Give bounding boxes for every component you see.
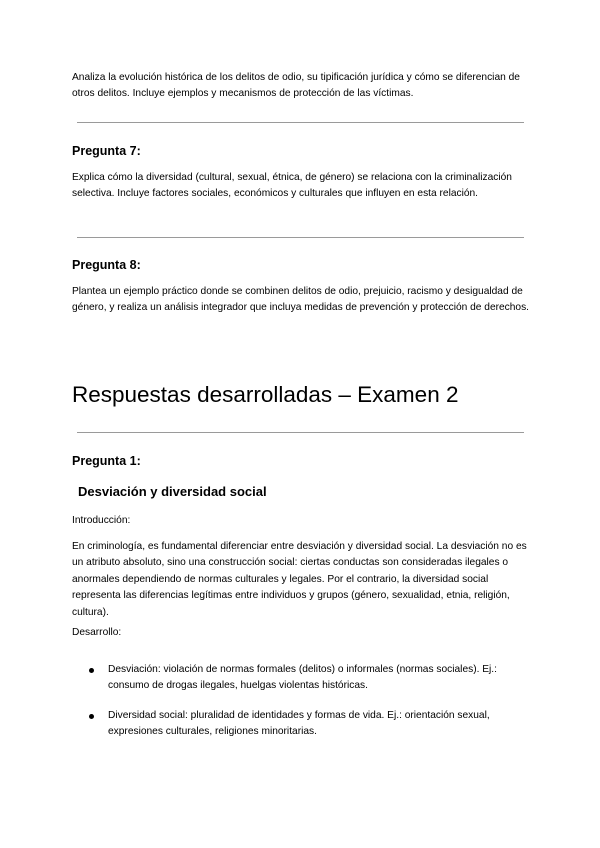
bullet-icon <box>89 714 94 719</box>
question-7-text: Explica cómo la diversidad (cultural, sexual, étnica, de género) se relaciona con la criminalización selectiva. Incluye factores sociales, económicos y culturales que influyen en esta relación. <box>72 172 512 200</box>
answer-1-title: Pregunta 1: <box>72 454 141 468</box>
bullet-icon <box>89 668 94 673</box>
intro-paragraph: Analiza la evolución histórica de los delitos de odio, su tipificación jurídica y cómo se diferencian de otros delitos. Incluye ejemplos y mecanismos de protección de las víctimas. <box>72 72 520 100</box>
answer-1-subtitle: Desviación y diversidad social <box>78 484 267 499</box>
question-7-title: Pregunta 7: <box>72 144 141 158</box>
bullet-text: Desviación: violación de normas formales (delitos) o informales (normas sociales). Ej.: consumo de drogas ilegales, huelgas violentas históricas. <box>108 664 497 692</box>
introduction-label: Introducción: <box>72 515 131 526</box>
divider <box>77 122 524 123</box>
development-label: Desarrollo: <box>72 627 122 638</box>
answers-section-title: Respuestas desarrolladas – Examen 2 <box>72 382 459 407</box>
introduction-text: En criminología, es fundamental diferenciar entre desviación y diversidad social. La desviación no es un atributo absoluto, sino una construcción social: ciertas conductas son consideradas ilegales o anormales dependiendo de normas culturales y legales. Por el contrario, la diversidad social representa las diferencias legítimas entre individuos y grupos (género, sexualidad, etnia, religión, cultura). <box>72 541 527 618</box>
bullet-text: Diversidad social: pluralidad de identidades y formas de vida. Ej.: orientación sexual, expresiones culturales, religiones minoritarias. <box>108 710 490 738</box>
question-8-title: Pregunta 8: <box>72 258 141 272</box>
divider <box>77 237 524 238</box>
divider <box>77 432 524 433</box>
question-8-text: Plantea un ejemplo práctico donde se combinen delitos de odio, prejuicio, racismo y desigualdad de género, y realiza un análisis integrador que incluya medidas de prevención y protección de derechos. <box>72 286 530 314</box>
